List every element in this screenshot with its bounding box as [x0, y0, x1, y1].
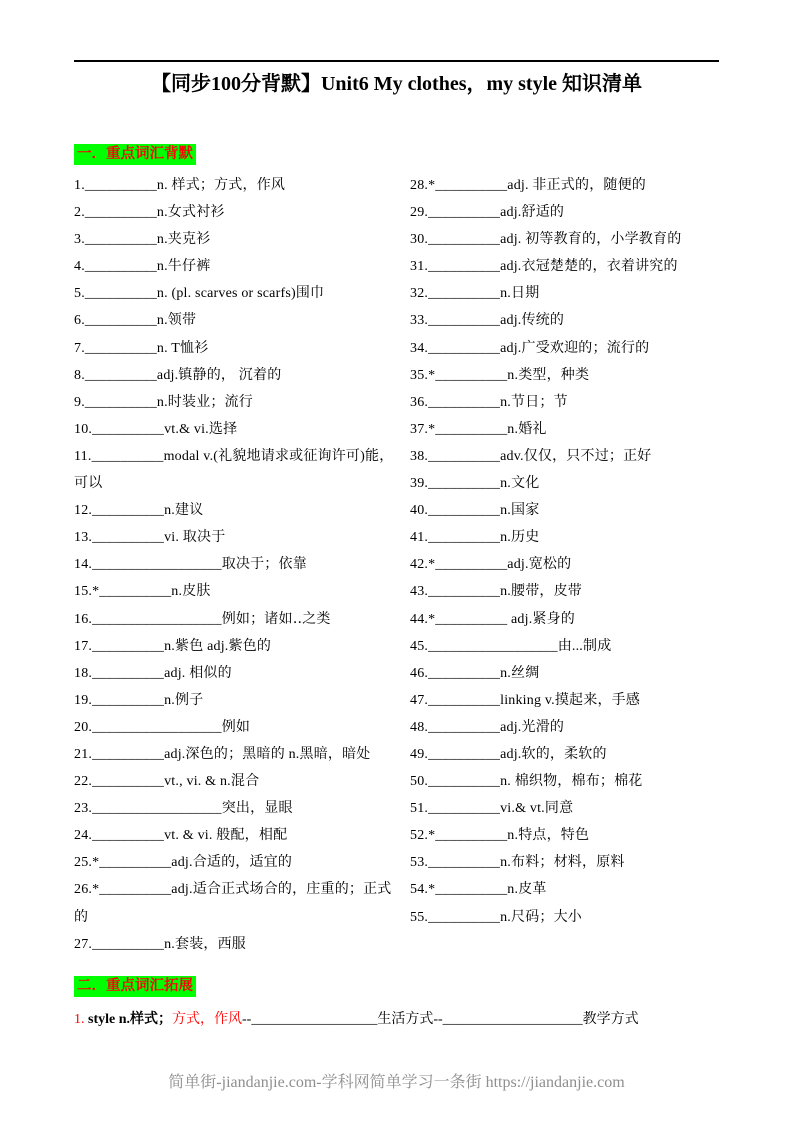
expansion-segment: 方式，作风 — [172, 1011, 242, 1027]
vocab-item: 35.*__________n.类型，种类 — [410, 367, 590, 383]
vocab-item: 19.__________n.例子 — [74, 692, 204, 708]
vocab-item: 12.__________n.建议 — [74, 503, 204, 519]
vocab-item: 22.__________vt., vi. & n.混合 — [74, 774, 260, 790]
vocab-item: 49.__________adj.软的，柔软的 — [410, 746, 607, 762]
expansion-item — [74, 1009, 719, 1031]
vocab-item: 11.__________modal v.(礼貌地请求或征询许可)能，可以 — [74, 448, 394, 492]
vocab-item: 27.__________n.套装，西服 — [74, 936, 246, 952]
vocab-item: 51.__________vi.& vt.同意 — [410, 801, 574, 817]
vocab-item: 42.*__________adj.宽松的 — [410, 557, 572, 573]
vocab-item: 8.__________adj.镇静的， 沉着的 — [74, 367, 282, 383]
vocab-item: 52.*__________n.特点，特色 — [410, 828, 590, 844]
vocab-item: 40.__________n.国家 — [410, 503, 540, 519]
vocab-item: 15.*__________n.皮肤 — [74, 584, 211, 600]
vocab-item: 25.*__________adj.合适的，适宜的 — [74, 855, 293, 871]
top-divider — [74, 60, 719, 62]
vocab-item: 17.__________n.紫色 adj.紫色的 — [74, 638, 272, 654]
vocab-item: 2.__________n.女式衬衫 — [74, 205, 225, 221]
vocab-item: 23.__________________突出，显眼 — [74, 801, 293, 817]
expansion-segment: 1. — [74, 1011, 88, 1027]
page-title: 【同步100分背默】Unit6 My clothes，my style 知识清单 — [150, 73, 643, 95]
vocab-item: 37.*__________n.婚礼 — [410, 421, 547, 437]
section1 — [74, 144, 719, 958]
expansion-segment: --__________________生活方式--____________________教学方式 — [242, 1011, 639, 1027]
section1-header: 一．重点词汇背默 — [74, 144, 196, 165]
vocab-item: 53.__________n.布料；材料，原料 — [410, 855, 625, 871]
section2 — [74, 958, 719, 1031]
vocab-item: 41.__________n.历史 — [410, 530, 540, 546]
vocab-item: 43.__________n.腰带，皮带 — [410, 584, 582, 600]
vocab-item: 55.__________n.尺码；大小 — [410, 909, 582, 925]
vocab-item: 39.__________n.文化 — [410, 476, 540, 492]
vocab-columns — [74, 172, 719, 958]
vocab-item: 24.__________vt. & vi. 般配，相配 — [74, 828, 288, 844]
vocab-item: 48.__________adj.光滑的 — [410, 719, 565, 735]
vocab-item: 9.__________n.时装业；流行 — [74, 394, 253, 410]
vocab-item: 26.*__________adj.适合正式场合的，庄重的；正式的 — [74, 882, 392, 925]
vocab-item: 45.__________________由...制成 — [410, 638, 612, 654]
vocab-item: 3.__________n.夹克衫 — [74, 232, 211, 248]
footer-text: 简单街-jiandanjie.com-学科网简单学习一条街 https://jiandanjie.com — [168, 1074, 625, 1091]
vocab-item: 38.__________adv.仅仅，只不过；正好 — [410, 448, 652, 464]
vocab-item: 44.*__________ adj.紧身的 — [410, 611, 576, 627]
vocab-item: 7.__________n. T恤衫 — [74, 340, 209, 356]
vocab-item: 13.__________vi. 取决于 — [74, 530, 226, 546]
vocab-item: 29.__________adj.舒适的 — [410, 205, 565, 221]
vocab-column-right — [410, 172, 719, 958]
vocab-item: 21.__________adj.深色的；黑暗的 n.黑暗，暗处 — [74, 746, 371, 762]
vocab-item: 46.__________n.丝绸 — [410, 665, 540, 681]
vocab-item: 34.__________adj.广受欢迎的；流行的 — [410, 340, 650, 356]
vocab-item: 6.__________n.领带 — [74, 313, 197, 329]
expansion-segment: style n.样式； — [88, 1011, 172, 1027]
vocab-item: 4.__________n.牛仔裤 — [74, 259, 211, 275]
vocab-item: 32.__________n.日期 — [410, 286, 540, 302]
vocab-item: 30.__________adj. 初等教育的，小学教育的 — [410, 232, 682, 248]
vocab-item: 36.__________n.节日；节 — [410, 394, 568, 410]
vocab-item: 54.*__________n.皮革 — [410, 882, 547, 898]
vocab-item: 18.__________adj. 相似的 — [74, 665, 232, 681]
vocab-item: 5.__________n. (pl. scarves or scarfs)围巾 — [74, 286, 325, 302]
vocab-item: 16.__________________例如；诸如‥之类 — [74, 611, 331, 627]
vocab-item: 1.__________n. 样式；方式，作风 — [74, 178, 286, 193]
vocab-item: 50.__________n. 棉织物，棉布；棉花 — [410, 774, 643, 790]
vocab-column-left — [74, 172, 410, 958]
vocab-item: 33.__________adj.传统的 — [410, 313, 565, 329]
vocab-item: 10.__________vt.& vi.选择 — [74, 421, 238, 437]
vocab-item: 14.__________________取决于；依靠 — [74, 557, 307, 573]
vocab-item: 28.*__________adj. 非正式的，随便的 — [410, 178, 647, 193]
vocab-item: 20.__________________例如 — [74, 719, 251, 735]
vocab-item: 47.__________linking v.摸起来，手感 — [410, 692, 641, 708]
vocab-item: 31.__________adj.衣冠楚楚的，衣着讲究的 — [410, 259, 678, 275]
section2-header: 二．重点词汇拓展 — [74, 976, 196, 997]
